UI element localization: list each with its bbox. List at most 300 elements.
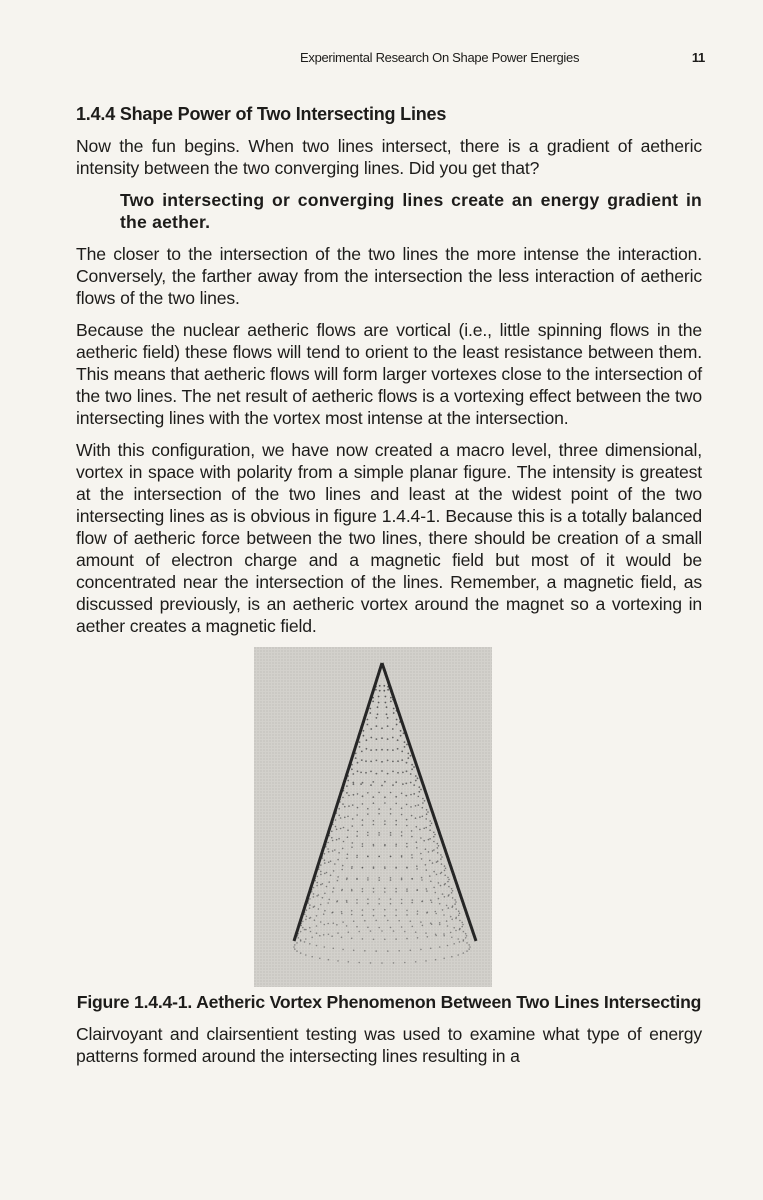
- vortex-dot: [401, 831, 403, 833]
- vortex-dot: [415, 817, 417, 819]
- vortex-dot: [363, 730, 365, 732]
- vortex-dot: [370, 930, 372, 932]
- vortex-dot: [433, 849, 435, 851]
- vortex-dot: [454, 899, 456, 901]
- vortex-dot: [351, 914, 353, 916]
- vortex-dot: [309, 907, 311, 909]
- vortex-dot: [330, 875, 332, 877]
- vortex-dot: [390, 813, 392, 815]
- vortex-dot: [385, 702, 387, 704]
- vortex-dot: [422, 925, 424, 927]
- vortex-dot: [375, 950, 377, 952]
- vortex-dot: [426, 869, 428, 871]
- vortex-dot: [386, 713, 388, 715]
- vortex-dot: [413, 784, 415, 786]
- vortex-dot: [378, 898, 380, 900]
- vortex-dot: [401, 751, 403, 753]
- vortex-dot: [393, 962, 395, 964]
- vortex-dot: [458, 910, 460, 912]
- vortex-dot: [352, 818, 354, 820]
- vortex-dot: [342, 921, 344, 923]
- vortex-dot: [435, 911, 437, 913]
- vortex-dot: [469, 946, 471, 948]
- vortex-dot: [348, 795, 350, 797]
- vortex-dot: [411, 815, 413, 817]
- vortex-dot: [448, 886, 450, 888]
- vortex-dot: [396, 724, 398, 726]
- vortex-dot: [366, 739, 368, 741]
- vortex-dot: [378, 856, 380, 858]
- vortex-dot: [390, 903, 392, 905]
- vortex-dot: [395, 781, 397, 783]
- vortex-dot: [305, 954, 307, 956]
- vortex-dot: [468, 948, 470, 950]
- vortex-dot: [440, 858, 442, 860]
- vortex-dot: [351, 768, 353, 770]
- vortex-dot: [433, 841, 435, 843]
- vortex-dot: [367, 808, 369, 810]
- vortex-dot: [316, 932, 318, 934]
- vortex-dot: [466, 942, 468, 944]
- vortex-dot: [359, 741, 361, 743]
- vortex-dot: [376, 749, 378, 751]
- vortex-dot: [296, 942, 298, 944]
- vortex-dot: [468, 944, 470, 946]
- vortex-dot: [346, 901, 348, 903]
- vortex-dot: [401, 856, 403, 858]
- vortex-dot: [439, 924, 441, 926]
- vortex-dot: [342, 848, 344, 850]
- vortex-dot: [338, 815, 340, 817]
- vortex-dot: [425, 848, 427, 850]
- vortex-dot: [433, 832, 435, 834]
- vortex-dot: [410, 773, 412, 775]
- paragraph-5: Clairvoyant and clairsentient testing was used to examine what type of energy patterns formed around the intersecting lines resulting in a: [76, 1024, 702, 1066]
- vortex-dot: [410, 782, 412, 784]
- vortex-dot: [306, 909, 308, 911]
- vortex-dot: [302, 927, 304, 929]
- vortex-dot: [378, 927, 380, 929]
- vortex-dot: [406, 843, 408, 845]
- vortex-dot: [459, 941, 461, 943]
- vortex-dot: [356, 926, 358, 928]
- vortex-dot: [397, 772, 399, 774]
- vortex-dot: [422, 802, 424, 804]
- vortex-dot: [372, 781, 374, 783]
- vortex-dot: [381, 962, 383, 964]
- vortex-dot: [411, 768, 413, 770]
- vortex-dot: [466, 950, 468, 952]
- vortex-dot: [320, 871, 322, 873]
- vortex-dot: [393, 712, 395, 714]
- vortex-dot: [381, 727, 383, 729]
- vortex-dot: [324, 873, 326, 875]
- vortex-dot: [384, 891, 386, 893]
- vortex-dot: [426, 890, 428, 892]
- vortex-dot: [367, 879, 369, 881]
- vortex-dot: [411, 830, 413, 832]
- vortex-dot: [383, 690, 385, 692]
- vortex-dot: [378, 808, 380, 810]
- vortex-dot: [369, 708, 371, 710]
- vortex-dot: [402, 783, 404, 785]
- vortex-dot: [318, 908, 320, 910]
- vortex-dot: [410, 806, 412, 808]
- vortex-dot: [324, 893, 326, 895]
- vortex-dot: [375, 920, 377, 922]
- vortex-dot: [413, 793, 415, 795]
- vortex-dot: [395, 796, 397, 798]
- vortex-dot: [376, 738, 378, 740]
- vortex-dot: [425, 960, 427, 962]
- vortex-dot: [445, 868, 447, 870]
- vortex-dot: [373, 939, 375, 941]
- vortex-dot: [402, 772, 404, 774]
- vortex-dot: [362, 824, 364, 826]
- vortex-dot: [453, 927, 455, 929]
- vortex-dot: [342, 797, 344, 799]
- vortex-dot: [465, 933, 467, 935]
- vortex-dot: [327, 902, 329, 904]
- vortex-dot: [367, 898, 369, 900]
- vortex-dot: [324, 859, 326, 861]
- vortex-dot: [466, 935, 468, 937]
- vortex-dot: [366, 748, 368, 750]
- vortex-dot: [367, 835, 369, 837]
- vortex-dot: [340, 828, 342, 830]
- vortex-dot: [406, 867, 408, 869]
- vortex-dot: [404, 962, 406, 964]
- vortex-dot: [433, 871, 435, 873]
- vortex-dot: [336, 901, 338, 903]
- vortex-dot: [422, 798, 424, 800]
- vortex-dot: [387, 749, 389, 751]
- vortex-dot: [346, 879, 348, 881]
- vortex-dot: [294, 948, 296, 950]
- vortex-dot: [425, 932, 427, 934]
- vortex-dot: [440, 854, 442, 856]
- vortex-dot: [392, 749, 394, 751]
- vortex-dot: [443, 914, 445, 916]
- vortex-dot: [347, 829, 349, 831]
- vortex-dot: [401, 807, 403, 809]
- vortex-dot: [450, 916, 452, 918]
- vortex-dot: [401, 903, 403, 905]
- vortex-dot: [392, 761, 394, 763]
- vortex-dot: [390, 927, 392, 929]
- vortex-dot: [437, 847, 439, 849]
- vortex-dot: [328, 861, 330, 863]
- vortex-dot: [348, 805, 350, 807]
- vortex-dot: [361, 751, 363, 753]
- vortex-dot: [455, 908, 457, 910]
- vortex-dot: [347, 780, 349, 782]
- vortex-dot: [331, 831, 333, 833]
- vortex-dot: [381, 930, 383, 932]
- vortex-dot: [351, 866, 353, 868]
- vortex-dot: [353, 783, 355, 785]
- vortex-dot: [309, 943, 311, 945]
- vortex-dot: [425, 818, 427, 820]
- vortex-dot: [428, 851, 430, 853]
- vortex-dot: [362, 782, 364, 784]
- vortex-dot: [343, 827, 345, 829]
- vortex-dot: [305, 919, 307, 921]
- vortex-dot: [410, 755, 412, 757]
- vortex-dot: [439, 922, 441, 924]
- vortex-dot: [357, 762, 359, 764]
- vortex-dot: [420, 921, 422, 923]
- vortex-dot: [395, 803, 397, 805]
- vortex-dot: [378, 702, 380, 704]
- vortex-dot: [416, 847, 418, 849]
- vortex-dot: [395, 820, 397, 822]
- vortex-dot: [443, 958, 445, 960]
- vortex-dot: [372, 701, 374, 703]
- vortex-dot: [341, 913, 343, 915]
- vortex-dot: [320, 864, 322, 866]
- vortex-dot: [367, 813, 369, 815]
- vortex-dot: [314, 919, 316, 921]
- vortex-dot: [351, 889, 353, 891]
- vortex-dot: [351, 846, 353, 848]
- vortex-dot: [338, 838, 340, 840]
- vortex-dot: [352, 825, 354, 827]
- vortex-dot: [395, 938, 397, 940]
- vortex-dot: [341, 937, 343, 939]
- vortex-dot: [362, 938, 364, 940]
- vortex-dot: [296, 950, 298, 952]
- vortex-dot: [422, 807, 424, 809]
- vortex-dot: [316, 895, 318, 897]
- vortex-dot: [390, 879, 392, 881]
- vortex-dot: [362, 891, 364, 893]
- vortex-dot: [400, 730, 402, 732]
- vortex-dot: [370, 737, 372, 739]
- vortex-dot: [416, 865, 418, 867]
- vortex-dot: [397, 760, 399, 762]
- vortex-dot: [316, 876, 318, 878]
- vortex-dot: [417, 889, 419, 891]
- vortex-dot: [459, 913, 461, 915]
- vortex-dot: [373, 915, 375, 917]
- vortex-dot: [448, 895, 450, 897]
- vortex-dot: [437, 843, 439, 845]
- vortex-dot: [324, 862, 326, 864]
- vortex-dot: [401, 877, 403, 879]
- vortex-dot: [410, 920, 412, 922]
- vortex-dot: [448, 879, 450, 881]
- vortex-dot: [378, 813, 380, 815]
- vortex-dot: [370, 728, 372, 730]
- vortex-dot: [311, 956, 313, 958]
- vortex-dot: [384, 820, 386, 822]
- vortex-dot: [429, 860, 431, 862]
- vortex-dot: [348, 931, 350, 933]
- vortex-dot: [420, 789, 422, 791]
- vortex-dot: [444, 875, 446, 877]
- vortex-dot: [362, 795, 364, 797]
- vortex-dot: [406, 804, 408, 806]
- vortex-dot: [393, 930, 395, 932]
- vortex-dot: [429, 825, 431, 827]
- vortex-dot: [347, 854, 349, 856]
- vortex-dot: [377, 713, 379, 715]
- vortex-dot: [459, 929, 461, 931]
- vortex-dot: [418, 796, 420, 798]
- paragraph-3: Because the nuclear aetheric flows are vortical (i.e., little spinning flows in the aetheric field) these flows will tend to orient to the least resistance between them. This means that aetheric flows will form larger vortexes close to the intersection of the two lines. The net result of aetheric flows is a vortexing effect between the two intersecting lines with the vortex most intense at the intersection.: [76, 320, 702, 428]
- vortex-dot: [406, 770, 408, 772]
- vortex-dot: [429, 875, 431, 877]
- vortex-dot: [448, 907, 450, 909]
- vortex-dot: [378, 792, 380, 794]
- vortex-dot: [465, 937, 467, 939]
- vortex-dot: [438, 898, 440, 900]
- vortex-dot: [298, 937, 300, 939]
- vortex-dot: [309, 904, 311, 906]
- vortex-dot: [381, 749, 383, 751]
- vortex-dot: [418, 791, 420, 793]
- paragraph-2: The closer to the intersection of the two lines the more intense the interaction. Conversely, the farther away from the intersection the less interaction of aetheric flows of the two lines.: [76, 244, 702, 308]
- vortex-dot: [417, 910, 419, 912]
- vortex-dot: [320, 874, 322, 876]
- vortex-dot: [364, 920, 366, 922]
- vortex-dot: [352, 782, 354, 784]
- vortex-dot: [406, 914, 408, 916]
- vortex-dot: [362, 888, 364, 890]
- vortex-dot: [406, 744, 408, 746]
- vortex-dot: [431, 902, 433, 904]
- vortex-dot: [363, 735, 365, 737]
- vortex-dot: [384, 802, 386, 804]
- vortex-dot: [463, 940, 465, 942]
- vortex-dot: [344, 817, 346, 819]
- vortex-dot: [360, 772, 362, 774]
- vortex-dot: [452, 897, 454, 899]
- vortex-dot: [316, 885, 318, 887]
- vortex-dot: [311, 937, 313, 939]
- vortex-dot: [455, 930, 457, 932]
- vortex-dot: [356, 835, 358, 837]
- vortex-dot: [333, 887, 335, 889]
- vortex-dot: [451, 937, 453, 939]
- vortex-dot: [459, 920, 461, 922]
- vortex-dot: [300, 931, 302, 933]
- vortex-dot: [373, 802, 375, 804]
- vortex-dot: [384, 796, 386, 798]
- vortex-dot: [461, 926, 463, 928]
- vortex-dot: [384, 866, 386, 868]
- callout-statement: Two intersecting or converging lines create an energy gradient in the aether.: [120, 190, 702, 232]
- vortex-dot: [406, 890, 408, 892]
- vortex-dot: [347, 816, 349, 818]
- vortex-dot: [427, 811, 429, 813]
- vortex-dot: [401, 793, 403, 795]
- vortex-dot: [387, 725, 389, 727]
- vortex-dot: [305, 929, 307, 931]
- vortex-dot: [376, 773, 378, 775]
- vortex-dot: [421, 858, 423, 860]
- vortex-dot: [334, 863, 336, 865]
- vortex-dot: [376, 760, 378, 762]
- vortex-dot: [300, 952, 302, 954]
- vortex-dot: [356, 878, 358, 880]
- section-heading: 1.4.4 Shape Power of Two Intersecting Lines: [76, 104, 447, 124]
- vortex-dot: [378, 903, 380, 905]
- vortex-dot: [331, 837, 333, 839]
- vortex-dot: [420, 949, 422, 951]
- vortex-dot: [367, 792, 369, 794]
- vortex-dot: [327, 923, 329, 925]
- vortex-dot: [406, 938, 408, 940]
- vortex-dot: [319, 958, 321, 960]
- vortex-dot: [455, 918, 457, 920]
- vortex-dot: [451, 919, 453, 921]
- page-content: [76, 104, 702, 1077]
- vortex-dot: [373, 845, 375, 847]
- vortex-dot: [437, 852, 439, 854]
- vortex-dot: [395, 888, 397, 890]
- vortex-dot: [367, 927, 369, 929]
- vortex-dot: [331, 912, 333, 914]
- vortex-dot: [304, 929, 306, 931]
- vortex-dot: [421, 879, 423, 881]
- vortex-dot: [395, 824, 397, 826]
- vortex-dot: [442, 909, 444, 911]
- vortex-dot: [419, 816, 421, 818]
- vortex-dot: [337, 859, 339, 861]
- vortex-dot: [395, 867, 397, 869]
- paragraph-4: With this configuration, we have now created a macro level, three dimensional, vortex in space with polarity from a simple planar figure. The intensity is greatest at the intersection of the two lines and least at the widest point of the two intersecting lines as is obvious in figure 1.4.4-1. Because this is a totally balanced flow of aetheric force between the two lines, there should be creation of a small amount of electron charge and a magnetic field but most of it would be concentrated near the intersection of the lines. Remember, a magnetic field, as discussed previously, is an aetheric vortex around the magnet so a vortexing in aether creates a magnetic field.: [76, 440, 702, 636]
- vortex-dot: [422, 900, 424, 902]
- vortex-dot: [386, 706, 388, 708]
- vortex-dot: [390, 877, 392, 879]
- vortex-dot: [342, 865, 344, 867]
- vortex-dot: [327, 842, 329, 844]
- vortex-dot: [457, 954, 459, 956]
- vortex-dot: [324, 946, 326, 948]
- vortex-dot: [364, 950, 366, 952]
- vortex-dot: [379, 690, 381, 692]
- vortex-dot: [461, 922, 463, 924]
- vortex-dot: [359, 746, 361, 748]
- vortex-dot: [406, 762, 408, 764]
- vortex-dot: [395, 844, 397, 846]
- vortex-dot: [433, 836, 435, 838]
- vortex-dot: [362, 909, 364, 911]
- vortex-dot: [316, 882, 318, 884]
- vortex-dot: [422, 816, 424, 818]
- vortex-dot: [348, 961, 350, 963]
- vortex-dot: [429, 838, 431, 840]
- vortex-dot: [428, 839, 430, 841]
- vortex-dot: [337, 960, 339, 962]
- vortex-dot: [411, 902, 413, 904]
- vortex-dot: [390, 792, 392, 794]
- vortex-dot: [384, 824, 386, 826]
- vortex-dot: [352, 773, 354, 775]
- vortex-dot: [383, 685, 385, 687]
- vortex-dot: [417, 937, 419, 939]
- vortex-dot: [373, 888, 375, 890]
- vortex-dot: [442, 893, 444, 895]
- vortex-dot: [324, 853, 326, 855]
- vortex-dot: [353, 920, 355, 922]
- vortex-dot: [441, 856, 443, 858]
- vortex-dot: [446, 905, 448, 907]
- vortex-dot: [309, 898, 311, 900]
- vortex-dot: [462, 924, 464, 926]
